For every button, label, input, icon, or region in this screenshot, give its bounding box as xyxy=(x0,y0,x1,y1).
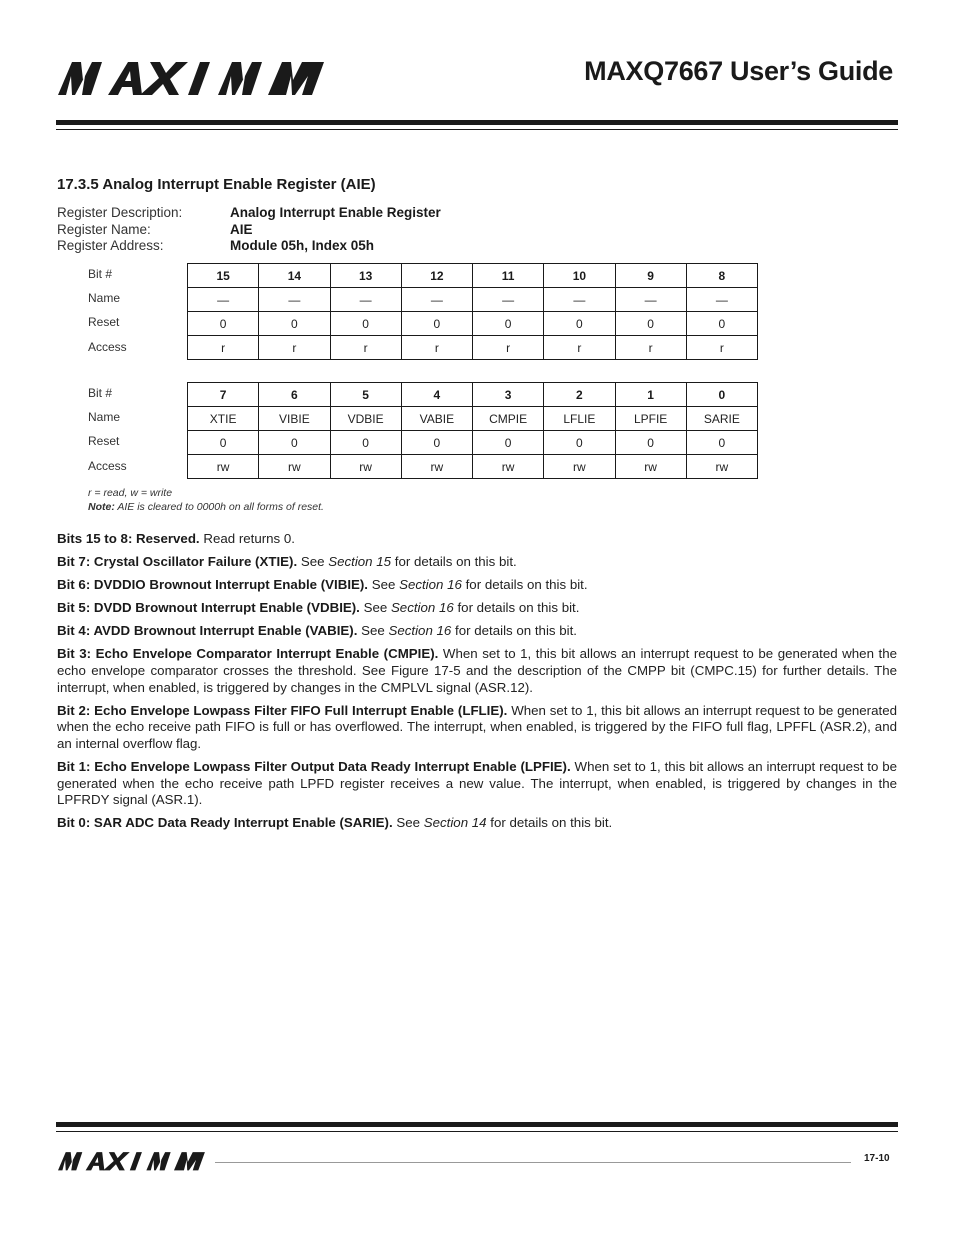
name-cell: — xyxy=(544,288,615,312)
bit-description-text: for details on this bit. xyxy=(453,600,580,616)
bit-cell: 5 xyxy=(330,383,401,407)
table-row-names xyxy=(188,288,758,312)
legend-access-key: r = read, w = write xyxy=(88,487,173,499)
bit-description-text: When set to 1, this bit allows an interrupt request to be generated when the echo receive path LPFD register receives a new value. The interrupt, when enabled, is triggered by changes in the LPFRDY signal (ASR.1). xyxy=(57,759,897,808)
bit-description xyxy=(57,623,897,640)
register-info xyxy=(57,205,441,255)
bit-table xyxy=(187,263,758,360)
bit-cell: 12 xyxy=(401,264,472,288)
name-cell: VABIE xyxy=(401,407,472,431)
reset-cell: 0 xyxy=(401,312,472,336)
name-cell: — xyxy=(473,288,544,312)
name-cell: VIBIE xyxy=(259,407,330,431)
bit-description-title: Bits 15 to 8: Reserved. xyxy=(57,531,200,546)
register-info-row xyxy=(57,222,441,239)
register-info-row xyxy=(57,205,441,222)
bit-description-title: Bit 6: DVDDIO Brownout Interrupt Enable (VIBIE). xyxy=(57,577,369,593)
reset-cell: 0 xyxy=(544,431,615,455)
reset-cell: 0 xyxy=(544,312,615,336)
name-cell: — xyxy=(615,288,686,312)
bit-cell: 4 xyxy=(401,383,472,407)
bit-description-title: Bit 4: AVDD Brownout Interrupt Enable (VABIE). xyxy=(57,623,358,639)
name-cell: SARIE xyxy=(686,407,757,431)
bit-cell: 1 xyxy=(615,383,686,407)
reset-cell: 0 xyxy=(259,431,330,455)
name-cell: — xyxy=(686,288,757,312)
access-cell: rw xyxy=(686,455,757,479)
access-cell: rw xyxy=(615,455,686,479)
reset-cell: 0 xyxy=(188,312,259,336)
bit-cell: 8 xyxy=(686,264,757,288)
footer-rule-thick xyxy=(56,1122,898,1127)
access-cell: r xyxy=(330,336,401,360)
row-label-reset: Reset xyxy=(88,434,120,448)
register-info-label: Register Name: xyxy=(57,221,151,237)
table-row-reset xyxy=(188,431,758,455)
reset-cell: 0 xyxy=(259,312,330,336)
name-cell: — xyxy=(330,288,401,312)
bit-description-text: for details on this bit. xyxy=(391,554,517,570)
section-reference: Section 16 xyxy=(390,600,454,616)
bit-cell: 14 xyxy=(259,264,330,288)
bit-description-text: for details on this bit. xyxy=(486,815,613,831)
register-info-row xyxy=(57,238,441,255)
bit-description-title: Bit 7: Crystal Oscillator Failure (XTIE). xyxy=(57,554,298,570)
access-cell: r xyxy=(188,336,259,360)
bit-cell: 6 xyxy=(259,383,330,407)
reset-cell: 0 xyxy=(615,431,686,455)
reset-cell: 0 xyxy=(473,312,544,336)
bit-description-title: Bit 3: Echo Envelope Comparator Interrupt Enable (CMPIE). xyxy=(57,646,439,662)
section-heading: 17.3.5 Analog Interrupt Enable Register (AIE) xyxy=(57,176,376,193)
section-reference: Section 16 xyxy=(388,623,452,639)
row-label-bit: Bit # xyxy=(88,267,113,281)
access-cell: rw xyxy=(259,455,330,479)
reset-cell: 0 xyxy=(330,312,401,336)
reset-cell: 0 xyxy=(330,431,401,455)
reset-cell: 0 xyxy=(615,312,686,336)
bit-cell: 2 xyxy=(544,383,615,407)
access-cell: rw xyxy=(401,455,472,479)
bit-description-text: See xyxy=(357,623,389,639)
note-label: Note: xyxy=(88,501,115,513)
reset-cell: 0 xyxy=(686,312,757,336)
bit-description-text: for details on this bit. xyxy=(451,623,577,639)
bit-description-text: Read returns 0. xyxy=(199,531,295,546)
name-cell: CMPIE xyxy=(473,407,544,431)
bit-cell: 11 xyxy=(473,264,544,288)
bit-description xyxy=(57,703,897,753)
page-number: 17-10 xyxy=(864,1153,890,1164)
access-cell: rw xyxy=(473,455,544,479)
reset-cell: 0 xyxy=(188,431,259,455)
table-row-bits xyxy=(188,383,758,407)
header-rule-thin xyxy=(56,129,898,130)
bit-description xyxy=(57,577,897,594)
bit-description-text: for details on this bit. xyxy=(461,577,588,593)
section-reference: Section 16 xyxy=(399,577,462,593)
table-row-bits xyxy=(188,264,758,288)
maxim-logo xyxy=(58,1152,206,1171)
bit-cell: 9 xyxy=(615,264,686,288)
footer-rule-thin xyxy=(56,1131,898,1132)
name-cell: — xyxy=(401,288,472,312)
access-cell: r xyxy=(259,336,330,360)
bit-description xyxy=(57,646,897,696)
note-text: AIE is cleared to 0000h on all forms of reset. xyxy=(114,501,324,513)
name-cell: — xyxy=(259,288,330,312)
name-cell: VDBIE xyxy=(330,407,401,431)
access-cell: r xyxy=(686,336,757,360)
access-cell: r xyxy=(544,336,615,360)
access-cell: r xyxy=(615,336,686,360)
access-cell: rw xyxy=(188,455,259,479)
table-row-access xyxy=(188,336,758,360)
bit-description xyxy=(57,759,897,809)
bit-description-title: Bit 0: SAR ADC Data Ready Interrupt Enable (SARIE). xyxy=(57,815,393,831)
bit-description-title: Bit 5: DVDD Brownout Interrupt Enable (VDBIE). xyxy=(57,600,360,616)
bit-description-text: See xyxy=(392,815,424,831)
bit-description-text: When set to 1, this bit allows an interrupt request to be generated when the echo envelope comparator crosses the threshold. See Figure 17-5 and the description of the CMPP bit (CMPC.15) for further details. The interrupt, when enabled, is triggered by changes in the CMPLVL signal (ASR.12). xyxy=(57,646,898,695)
reset-cell: 0 xyxy=(401,431,472,455)
row-label-access: Access xyxy=(88,459,127,473)
reset-cell: 0 xyxy=(473,431,544,455)
register-info-label: Register Description: xyxy=(57,205,183,220)
bit-description-text: See xyxy=(368,577,400,593)
row-label-reset: Reset xyxy=(88,315,120,329)
legend-note xyxy=(88,500,324,514)
document-title: MAXQ7667 User’s Guide xyxy=(584,56,893,86)
section-reference: Section 15 xyxy=(328,554,392,570)
bit-descriptions xyxy=(57,531,897,838)
row-label-bit: Bit # xyxy=(88,386,113,400)
bit-description xyxy=(57,554,897,571)
bit-description xyxy=(57,600,897,617)
register-info-value: AIE xyxy=(230,221,253,237)
table-legend xyxy=(88,486,324,514)
register-info-value: Analog Interrupt Enable Register xyxy=(230,205,441,220)
table-row-access xyxy=(188,455,758,479)
access-cell: rw xyxy=(330,455,401,479)
bit-cell: 3 xyxy=(473,383,544,407)
name-cell: XTIE xyxy=(188,407,259,431)
bit-description xyxy=(57,815,897,832)
name-cell: LFLIE xyxy=(544,407,615,431)
bit-description-text: When set to 1, this bit allows an interrupt request to be generated when the echo receive path FIFO is full or has overflowed. The interrupt, when enabled, is triggered by the FIFO full flag, LPFFL (ASR.2), and an internal overflow flag. xyxy=(57,702,897,751)
bit-description-title: Bit 2: Echo Envelope Lowpass Filter FIFO Full Interrupt Enable (LFLIE). xyxy=(57,702,508,718)
bit-description-title: Bit 1: Echo Envelope Lowpass Filter Output Data Ready Interrupt Enable (LPFIE). xyxy=(57,759,571,775)
row-label-access: Access xyxy=(88,340,127,354)
row-label-name: Name xyxy=(88,291,121,305)
reset-cell: 0 xyxy=(686,431,757,455)
register-info-label: Register Address: xyxy=(57,238,164,253)
bit-cell: 10 xyxy=(544,264,615,288)
maxim-logo xyxy=(58,62,326,96)
name-cell: — xyxy=(188,288,259,312)
header-rule-thick xyxy=(56,120,898,125)
bit-cell: 13 xyxy=(330,264,401,288)
bit-description xyxy=(57,531,897,548)
register-info-value: Module 05h, Index 05h xyxy=(230,238,375,253)
footer-divider xyxy=(215,1162,851,1163)
section-reference: Section 14 xyxy=(423,815,487,831)
bit-cell: 15 xyxy=(188,264,259,288)
bit-cell: 0 xyxy=(686,383,757,407)
access-cell: r xyxy=(401,336,472,360)
table-row-names xyxy=(188,407,758,431)
name-cell: LPFIE xyxy=(615,407,686,431)
bit-cell: 7 xyxy=(188,383,259,407)
access-cell: r xyxy=(473,336,544,360)
table-row-reset xyxy=(188,312,758,336)
bit-description-text: See xyxy=(297,554,329,570)
row-label-name: Name xyxy=(88,410,121,424)
bit-description-text: See xyxy=(359,600,391,616)
bit-table xyxy=(187,382,758,479)
access-cell: rw xyxy=(544,455,615,479)
